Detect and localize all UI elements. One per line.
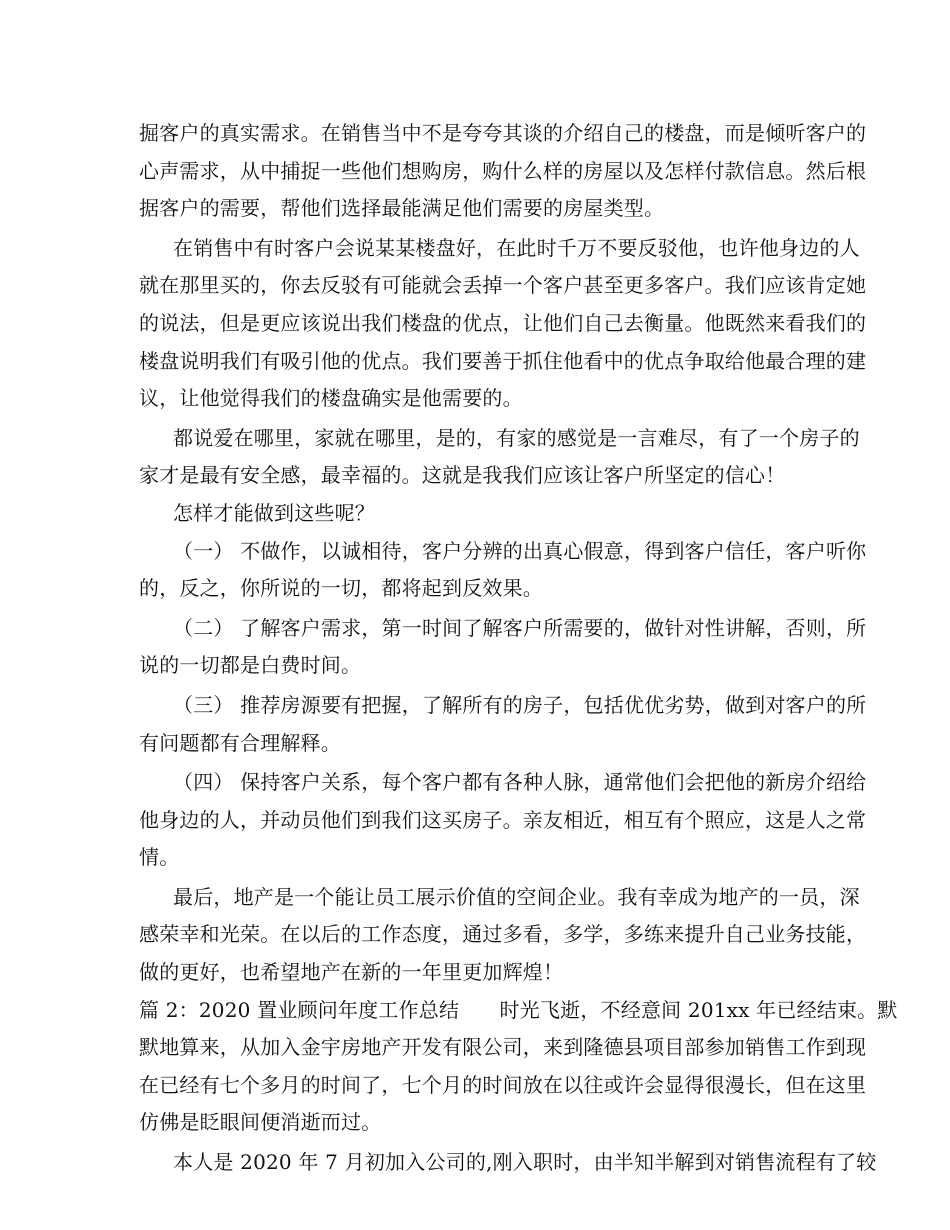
text-line: 楼盘说明我们有吸引他的优点。我们要善于抓住他看中的优点争取给他最合理的建 — [139, 348, 867, 373]
text-line: 他身边的人，并动员他们到我们这买房子。亲友相近，相互有个照应，这是人之常 — [139, 807, 867, 832]
text-line: （二） 了解客户需求，第一时间了解客户所需要的，做针对性讲解，否则，所 — [173, 615, 867, 640]
text-line: 有问题都有合理解释。 — [139, 730, 341, 755]
text-line: 情。 — [139, 845, 180, 870]
text-line: 默地算来，从加入金宇房地产开发有限公司，来到隆德县项目部参加销售工作到现 — [139, 1035, 867, 1060]
paragraph — [139, 879, 867, 992]
paragraph — [139, 764, 867, 877]
paragraph — [139, 495, 811, 533]
text-line: 家才是最有安全感，最幸福的。这就是我我们应该让客户所坚定的信心！ — [139, 463, 786, 488]
paragraph — [139, 992, 898, 1142]
text-line: 掘客户的真实需求。在销售当中不是夸夸其谈的介绍自己的楼盘，而是倾听客户的 — [139, 121, 867, 145]
document-body — [139, 115, 898, 1182]
text-line: 仿佛是眨眼间便消逝而过。 — [139, 1110, 382, 1135]
text-line: （四） 保持客户关系，每个客户都有各种人脉，通常他们会把他的新房介绍给 — [173, 770, 867, 795]
text-line: 就在那里买的，你去反驳有可能就会丢掉一个客户甚至更多客户。我们应该肯定她 — [139, 273, 867, 298]
paragraph — [139, 610, 867, 685]
paragraph — [139, 115, 867, 228]
text-line: 在销售中有时客户会说某某楼盘好，在此时千万不要反驳他，也许他身边的人 — [173, 235, 860, 260]
paragraph — [139, 230, 867, 418]
text-line: 篇 2：2020 置业顾问年度工作总结 时光飞逝，不经意间 201xx 年已经结束。默 — [139, 997, 898, 1022]
text-line: 的说法，但是更应该说出我们楼盘的优点，让他们自己去衡量。他既然来看我们的 — [139, 310, 867, 335]
text-line: 据客户的需要，帮他们选择最能满足他们需要的房屋类型。 — [139, 196, 665, 221]
text-line: 议，让他觉得我们的楼盘确实是他需要的。 — [139, 386, 523, 411]
text-line: 说的一切都是白费时间。 — [139, 653, 362, 678]
text-line: （一） 不做作，以诚相待，客户分辨的出真心假意，得到客户信任，客户听你 — [173, 538, 867, 563]
text-line: 做的更好，也希望地产在新的一年里更加辉煌！ — [139, 960, 564, 985]
text-line: 心声需求，从中捕捉一些他们想购房，购什么样的房屋以及怎样付款信息。然后根 — [139, 158, 867, 183]
text-line: 本人是 2020 年 7 月初加入公司的,刚入职时，由半知半解到对销售流程有了较 — [173, 1150, 877, 1175]
paragraph — [139, 533, 867, 608]
text-line: 在已经有七个多月的时间了，七个月的时间放在以往或许会显得很漫长，但在这里 — [139, 1072, 867, 1097]
paragraph — [139, 1144, 877, 1182]
text-line: 都说爱在哪里，家就在哪里，是的，有家的感觉是一言难尽，有了一个房子的 — [173, 425, 860, 450]
paragraph — [139, 420, 860, 495]
text-line: 的，反之，你所说的一切，都将起到反效果。 — [139, 576, 543, 601]
text-line: 感荣幸和光荣。在以后的工作态度，通过多看，多学，多练来提升自己业务技能， — [139, 922, 867, 947]
text-line: （三） 推荐房源要有把握，了解所有的房子，包括优优劣势，做到对客户的所 — [173, 692, 867, 717]
text-line: 怎样才能做到这些呢？ — [173, 500, 375, 525]
paragraph — [139, 687, 867, 762]
text-line: 最后，地产是一个能让员工展示价值的空间企业。我有幸成为地产的一员，深 — [173, 884, 860, 909]
